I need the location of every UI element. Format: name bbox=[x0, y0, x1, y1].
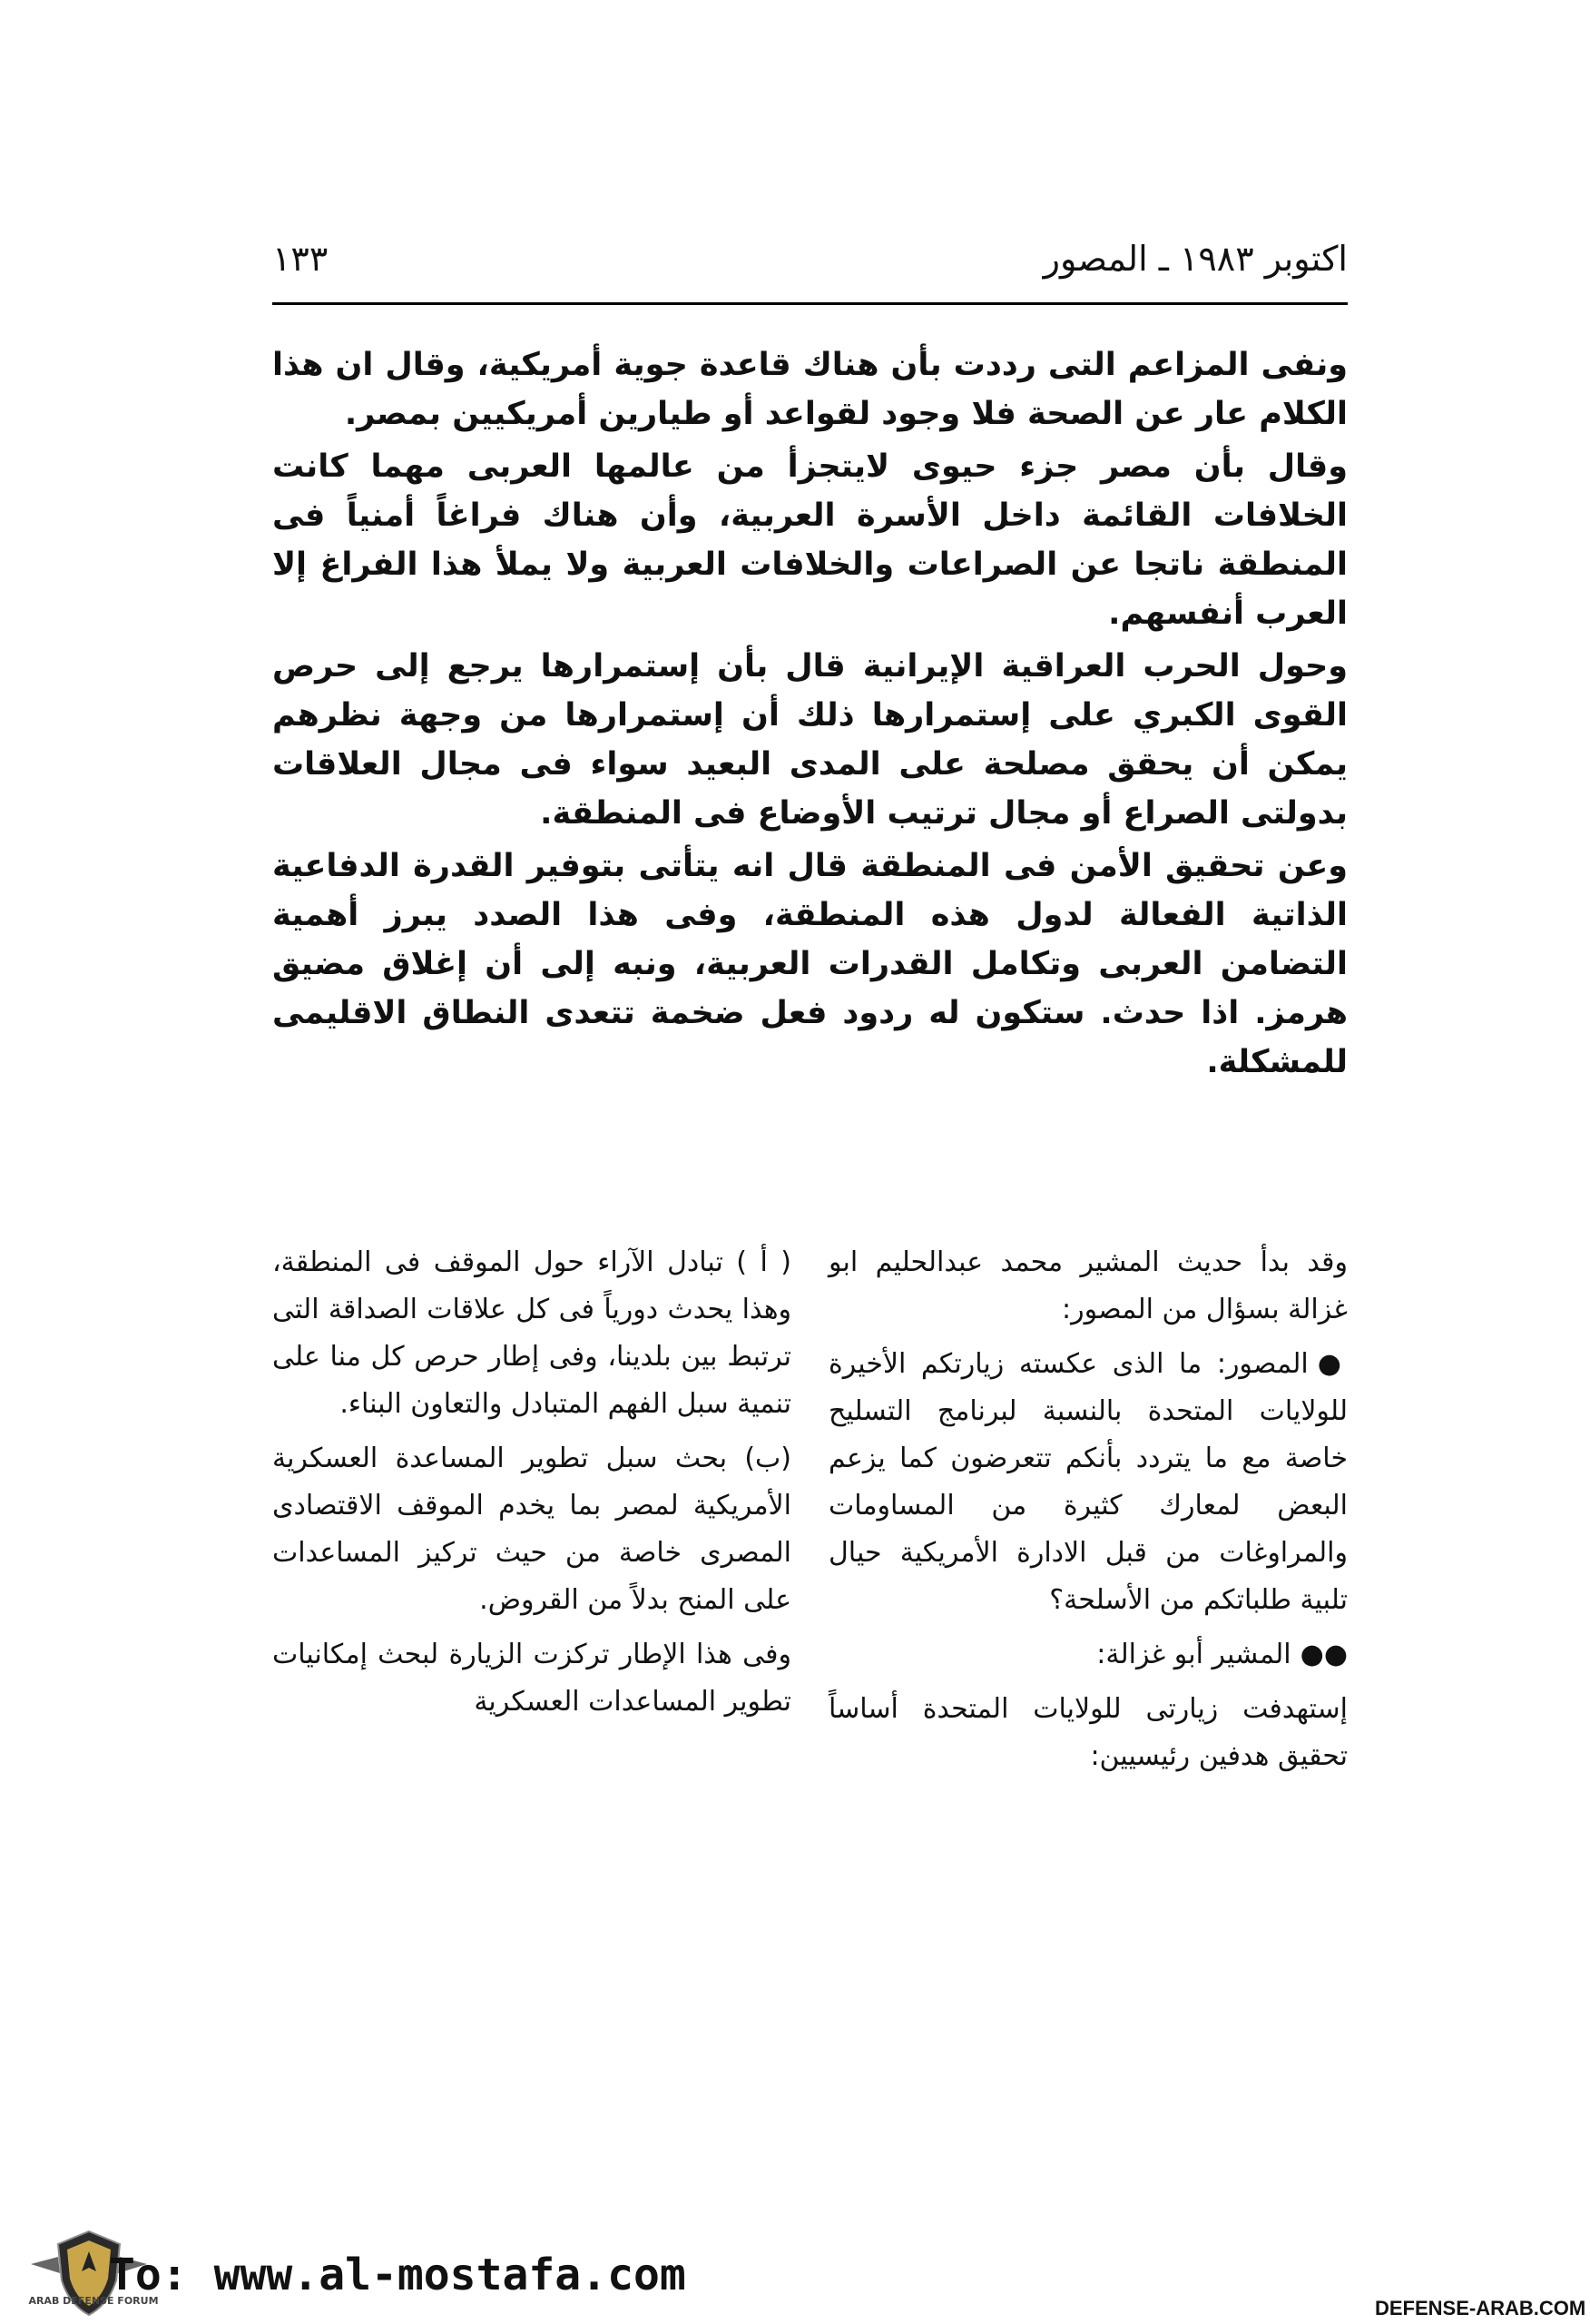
page-number: ١٣٣ bbox=[272, 239, 329, 279]
question-text: المصور: ما الذى عكسته زيارتكم الأخيرة للولايات المتحدة بالنسبة لبرنامج التسليح خاصة مع ما يتردد بأنكم تتعرضون كما يزعم البعض لمعارك كثيرة من المساومات والمراوغات من قبل الادارة الأمريكية حيال تلبية طلباتكم من الأسلحة؟ bbox=[829, 1348, 1348, 1616]
question-paragraph bbox=[829, 1341, 1348, 1624]
summary-paragraph: ونفى المزاعم التى رددت بأن هناك قاعدة جوية أمريكية، وقال ان هذا الكلام عار عن الصحة فلا وجود لقواعد أو طيارين أمريكيين بمصر. bbox=[272, 347, 1348, 432]
logo-caption: ARAB DEFENSE FORUM bbox=[28, 2295, 159, 2307]
interview-intro: وقد بدأ حديث المشير محمد عبدالحليم ابو غزالة بسؤال من المصور: bbox=[829, 1246, 1348, 1325]
right-column bbox=[829, 1239, 1348, 1875]
summary-paragraph: وعن تحقيق الأمن فى المنطقة قال انه يتأتى بتوفير القدرة الدفاعية الذاتية الفعالة لدول هذه المنطقة، وفى هذا الصدد يبرز أهمية التضامن العربى وتكامل القدرات العربية، ونبه إلى أن إغلاق مضيق هرمز. اذا حدث. ستكون له ردود فعل ضخمة تتعدى النطاق الاقليمى للمشكلة. bbox=[272, 848, 1348, 1080]
answer-text: إستهدفت زيارتى للولايات المتحدة أساساً تحقيق هدفين رئيسيين: bbox=[829, 1693, 1348, 1772]
left-column bbox=[272, 1239, 791, 1875]
item-b: (ب) بحث سبل تطوير المساعدة العسكرية الأمريكية لمصر بما يخدم الموقف الاقتصادى المصرى خاصة من حيث تركيز المساعدات على المنح بدلاً من القروض. bbox=[272, 1443, 791, 1616]
running-title: اكتوبر ١٩٨٣ ـ المصور bbox=[1043, 239, 1348, 279]
interview-columns bbox=[272, 1239, 1348, 1875]
question-bullet-icon: ● bbox=[1317, 1348, 1348, 1380]
answer-speaker: المشير أبو غزالة: bbox=[1096, 1639, 1291, 1670]
bold-summary-block bbox=[272, 340, 1348, 1090]
summary-paragraph: وحول الحرب العراقية الإيرانية قال بأن إستمرارها يرجع إلى حرص القوى الكبري على إستمرارها ذلك أن إستمرارها من وجهة نظرهم يمكن أن يحقق مصلحة على المدى البعيد سواء فى مجال العلاقات بدولتى الصراع أو مجال ترتيب الأوضاع فى المنطقة. bbox=[272, 648, 1348, 832]
item-a: ( أ ) تبادل الآراء حول الموقف فى المنطقة، وهذا يحدث دورياً فى كل علاقات الصداقة التى ترتبط بين بلدينا، وفى إطار حرص كل منا على تنمية سبل الفهم المتبادل والتعاون البناء. bbox=[272, 1246, 791, 1420]
closing-paragraph: وفى هذا الإطار تركزت الزيارة لبحث إمكانيات تطوير المساعدات العسكرية bbox=[272, 1639, 791, 1718]
running-header bbox=[272, 231, 1348, 286]
watermark-url: To: www.al-mostafa.com bbox=[109, 2250, 686, 2300]
summary-paragraph: وقال بأن مصر جزء حيوى لايتجزأ من عالمها العربى مهما كانت الخلافات القائمة داخل الأسرة العربية، وأن هناك فراغاً أمنياً فى المنطقة ناتجا عن الصراعات والخلافات العربية ولا يملأ هذا الفراغ إلا العرب أنفسهم. bbox=[272, 448, 1348, 632]
answer-speaker-line bbox=[829, 1631, 1348, 1679]
answer-bullet-icon: ●● bbox=[1300, 1639, 1348, 1670]
watermark-site: DEFENSE-ARAB.COM bbox=[1375, 2297, 1586, 2319]
header-rule bbox=[272, 302, 1348, 305]
